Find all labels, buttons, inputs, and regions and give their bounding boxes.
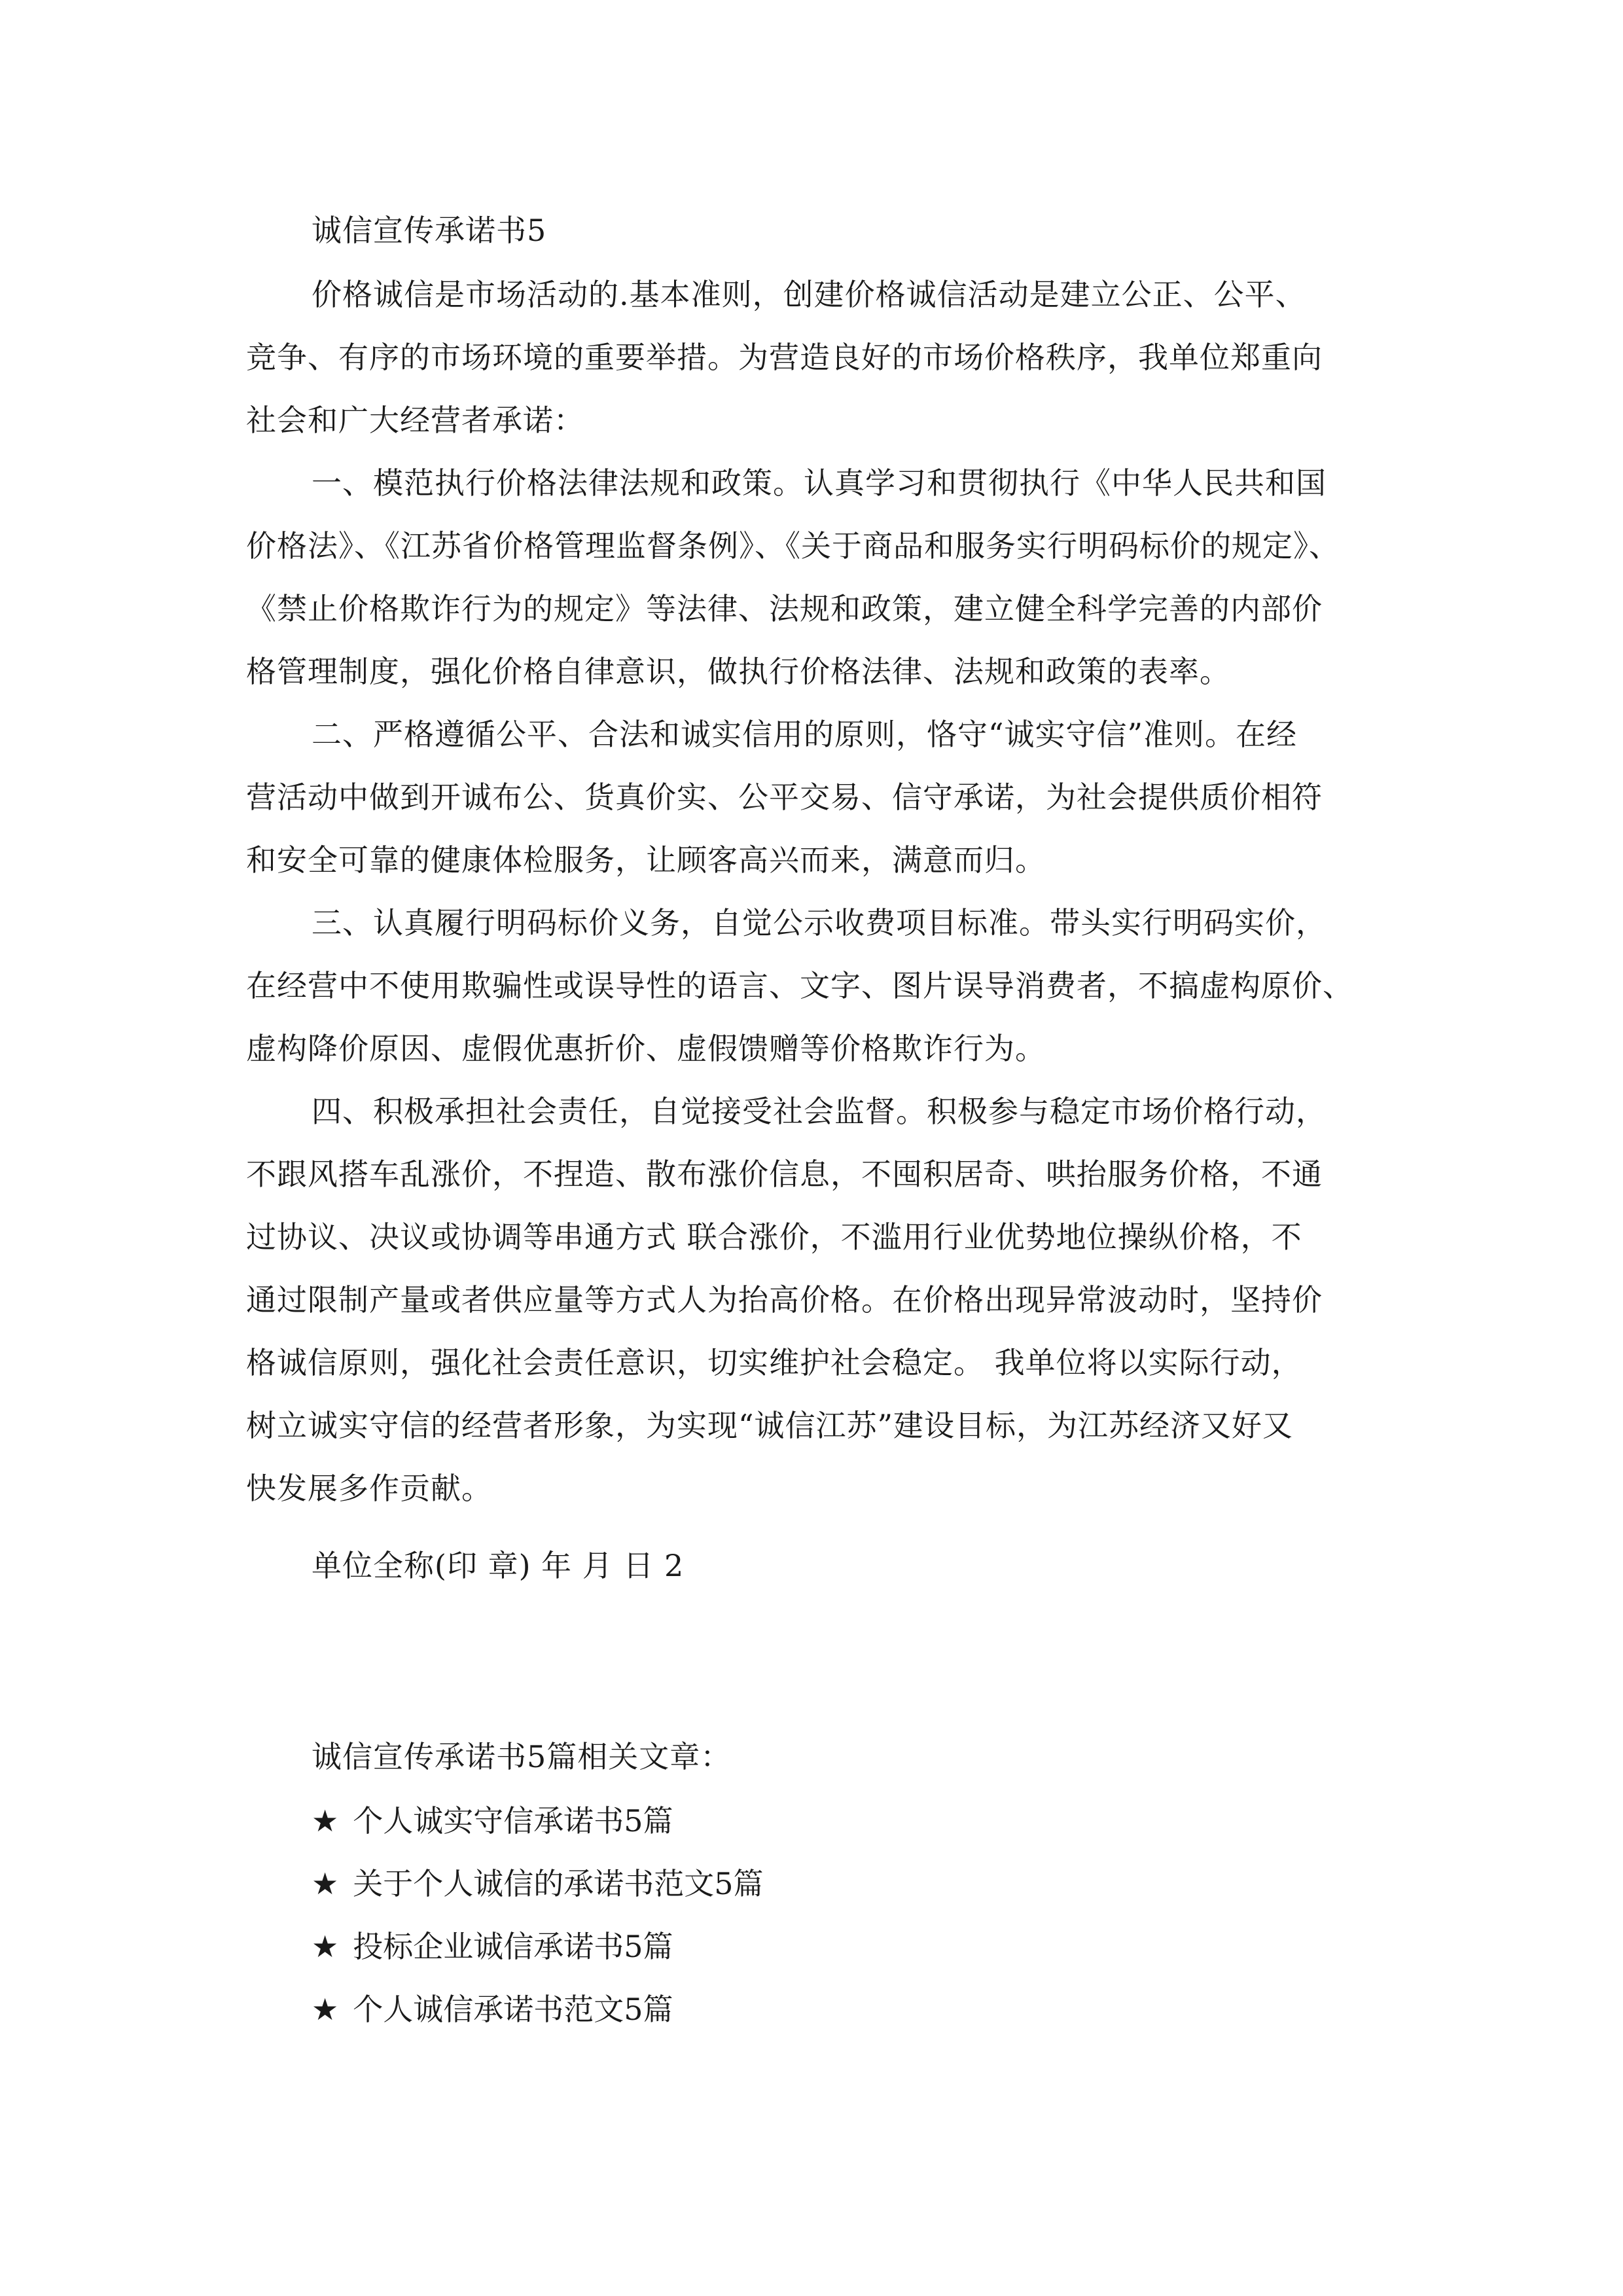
star-icon: ★ xyxy=(312,1866,339,1901)
signature-line: 单位全称(印 章) 年 月 日 2 xyxy=(312,1548,685,1583)
paragraph-2-line-1: 一、模范执行价格法律法规和政策。认真学习和贯彻执行《中华人民共和国 xyxy=(312,465,1327,501)
paragraph-3-line-3: 和安全可靠的健康体检服务，让顾客高兴而来，满意而归。 xyxy=(246,842,1046,878)
document-title: 诚信宣传承诺书5 xyxy=(312,213,547,248)
related-item-label[interactable]: 关于个人诚信的承诺书范文5篇 xyxy=(353,1866,764,1901)
paragraph-3-line-2: 营活动中做到开诚布公、货真价实、公平交易、信守承诺，为社会提供质价相符 xyxy=(246,780,1323,815)
related-item-label[interactable]: 个人诚实守信承诺书5篇 xyxy=(353,1803,673,1839)
paragraph-5-line-2: 不跟风搭车乱涨价，不捏造、散布涨价信息，不囤积居奇、哄抬服务价格，不通 xyxy=(246,1157,1323,1192)
paragraph-2-line-2: 价格法》、《江苏省价格管理监督条例》、《关于商品和服务实行明码标价的规定》、 xyxy=(246,528,1340,564)
paragraph-1-line-1: 价格诚信是市场活动的.基本准则，创建价格诚信活动是建立公正、公平、 xyxy=(312,277,1306,312)
star-icon: ★ xyxy=(312,1803,339,1839)
paragraph-5-line-6: 树立诚实守信的经营者形象，为实现“诚信江苏”建设目标，为江苏经济又好又 xyxy=(246,1408,1294,1443)
related-item[interactable] xyxy=(312,1990,673,2029)
related-item-label[interactable]: 个人诚信承诺书范文5篇 xyxy=(353,1992,673,2027)
paragraph-2-line-4: 格管理制度，强化价格自律意识，做执行价格法律、法规和政策的表率。 xyxy=(246,654,1230,689)
related-heading: 诚信宣传承诺书5篇相关文章： xyxy=(312,1739,732,1774)
related-item[interactable] xyxy=(312,1927,673,1966)
paragraph-3-line-1: 二、严格遵循公平、合法和诚实信用的原则，恪守“诚实守信”准则。在经 xyxy=(312,717,1298,752)
paragraph-5-line-3: 过协议、决议或协调等串通方式 联合涨价，不滥用行业优势地位操纵价格，不 xyxy=(246,1219,1302,1255)
paragraph-5-line-5: 格诚信原则，强化社会责任意识，切实维护社会稳定。 我单位将以实际行动， xyxy=(246,1345,1302,1380)
star-icon: ★ xyxy=(312,1929,339,1964)
paragraph-5-line-1: 四、积极承担社会责任，自觉接受社会监督。积极参与稳定市场价格行动， xyxy=(312,1094,1327,1129)
star-icon: ★ xyxy=(312,1992,339,2027)
paragraph-1-line-3: 社会和广大经营者承诺： xyxy=(246,403,584,438)
related-item-label[interactable]: 投标企业诚信承诺书5篇 xyxy=(353,1929,673,1964)
paragraph-5-line-4: 通过限制产量或者供应量等方式人为抬高价格。在价格出现异常波动时，坚持价 xyxy=(246,1282,1323,1318)
paragraph-4-line-2: 在经营中不使用欺骗性或误导性的语言、文字、图片误导消费者，不搞虚构原价、 xyxy=(246,968,1353,1003)
paragraph-4-line-3: 虚构降价原因、虚假优惠折价、虚假馈赠等价格欺诈行为。 xyxy=(246,1031,1046,1066)
paragraph-2-line-3: 《禁止价格欺诈行为的规定》等法律、法规和政策，建立健全科学完善的内部价 xyxy=(246,591,1323,626)
paragraph-5-line-7: 快发展多作贡献。 xyxy=(246,1471,492,1506)
related-item[interactable] xyxy=(312,1801,673,1840)
paragraph-4-line-1: 三、认真履行明码标价义务，自觉公示收费项目标准。带头实行明码实价， xyxy=(312,905,1327,941)
paragraph-1-line-2: 竞争、有序的市场环境的重要举措。为营造良好的市场价格秩序，我单位郑重向 xyxy=(246,340,1323,375)
related-item[interactable] xyxy=(312,1864,764,1903)
